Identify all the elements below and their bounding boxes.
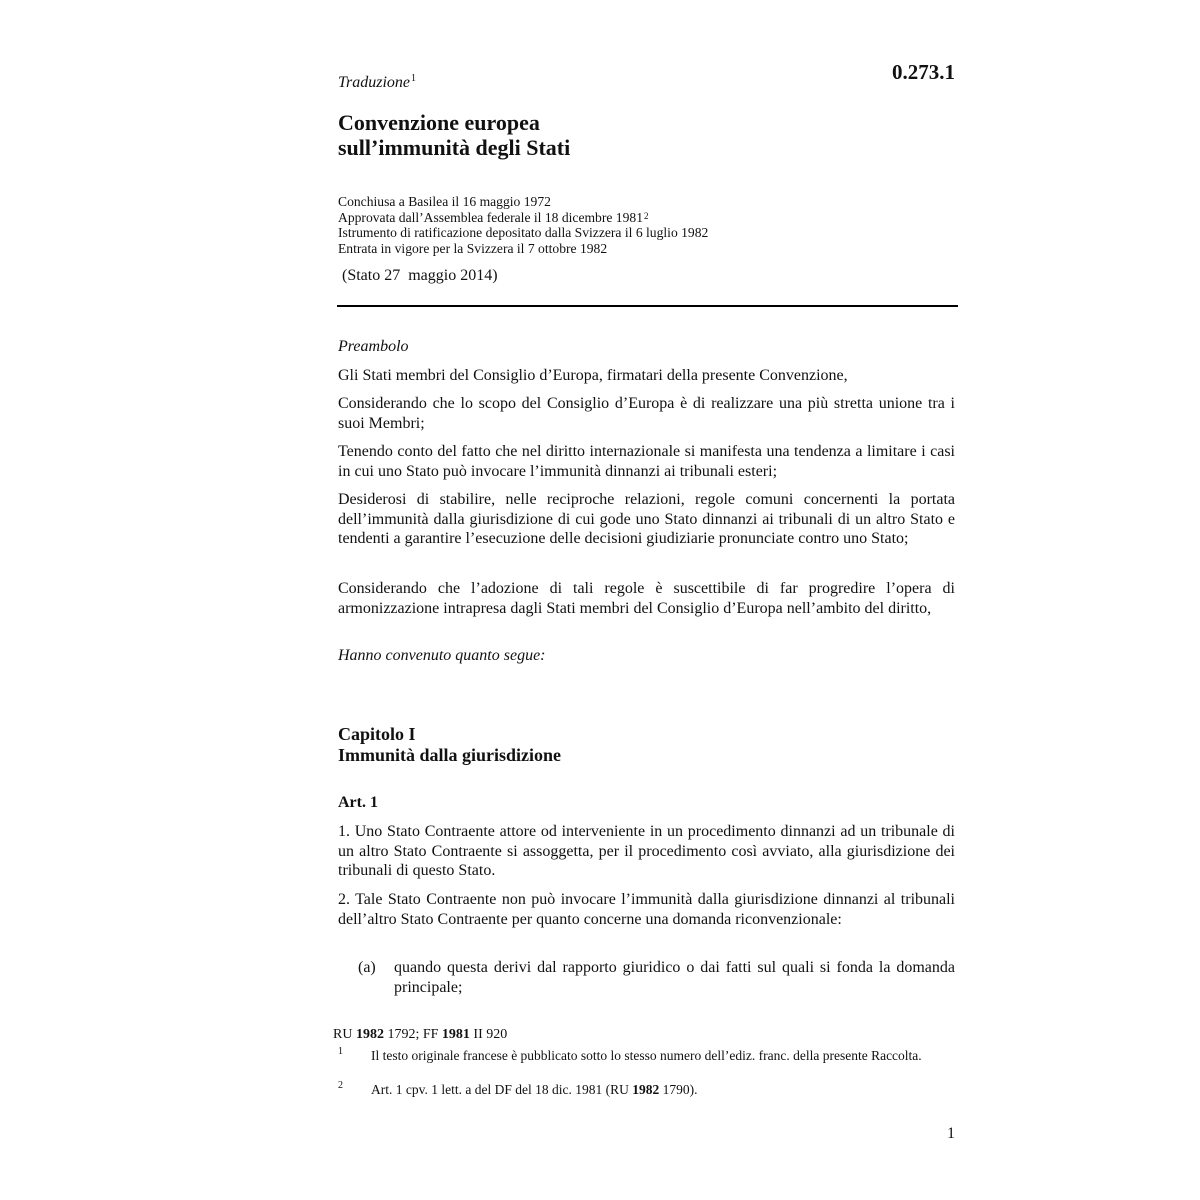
entry-into-force-date: Entrata in vigore per la Svizzera il 7 ottobre 1982 bbox=[338, 240, 608, 256]
footnote-marker-2[interactable]: 2 bbox=[644, 210, 649, 221]
chapter-number: Capitolo I bbox=[338, 724, 416, 744]
preamble-heading: Preambolo bbox=[338, 338, 409, 355]
header-divider bbox=[337, 305, 958, 307]
publication-reference bbox=[333, 1027, 507, 1043]
translation-label-text: Traduzione bbox=[338, 74, 411, 91]
list-item-label: (a) bbox=[358, 959, 376, 976]
ru-label: RU bbox=[333, 1027, 356, 1042]
footnote-1-text: Il testo originale francese è pubblicato sotto lo stesso numero dell’ediz. franc. della presente Raccolta. bbox=[371, 1048, 922, 1063]
chapter-heading bbox=[338, 724, 561, 766]
ff-year: 1981 bbox=[441, 1027, 470, 1042]
ratification-date: Istrumento di ratificazione depositato dalla Svizzera il 6 luglio 1982 bbox=[338, 225, 709, 240]
translation-label bbox=[338, 74, 416, 92]
chapter-title: Immunità dalla giurisdizione bbox=[338, 745, 562, 765]
article-paragraph-1: 1. Uno Stato Contraente attore od interveniente in un procedimento dinnanzi ad un tribunale di un altro Stato Contraente si assoggetta, per il procedimento così avviato, alla giurisdizione dei tribunali di questo Stato. bbox=[338, 823, 955, 879]
footnote-1-number: 1 bbox=[338, 1046, 343, 1057]
footnote-2-text bbox=[371, 1082, 931, 1098]
footnote-2 bbox=[338, 1082, 938, 1100]
approval-date bbox=[338, 210, 708, 226]
list-item-text: quando questa derivi dal rapporto giuridico o dai fatti sul quali si fonda la domanda principale; bbox=[394, 959, 955, 996]
preamble-paragraph-2: Considerando che lo scopo del Consiglio d’Europa è di realizzare una più stretta unione tra i suoi Membri; bbox=[338, 395, 955, 432]
footnote-2-text-before: Art. 1 cpv. 1 lett. a del DF del 18 dic. 1981 (RU bbox=[371, 1082, 633, 1097]
approval-date-text: Approvata dall’Assemblea federale il 18 dicembre 1981 bbox=[338, 209, 643, 225]
article-heading: Art. 1 bbox=[338, 794, 378, 811]
preamble-paragraph-4: Desiderosi di stabilire, nelle reciproche relazioni, regole comuni concernenti la portata dell’immunità dalla giurisdizione di cui gode uno Stato dinnanzi ai tribunali di un altro Stato e tendenti a garantire l’esecuzione delle decisioni giudiziarie pronunciate contro uno Stato; bbox=[338, 491, 955, 547]
sr-number: 0.273.1 bbox=[892, 60, 955, 84]
footnote-2-number: 2 bbox=[338, 1080, 343, 1091]
footnote-marker-1[interactable]: 1 bbox=[411, 73, 417, 84]
document-title bbox=[338, 110, 570, 160]
page-number: 1 bbox=[947, 1125, 955, 1142]
footnote-2-text-after: 1790). bbox=[659, 1082, 698, 1097]
footnote-1 bbox=[338, 1048, 938, 1082]
article-list-item bbox=[358, 958, 955, 997]
ru-year: 1982 bbox=[355, 1027, 384, 1042]
document-title-line-2: sull’immunità degli Stati bbox=[338, 135, 571, 160]
ru-page: 1792; FF bbox=[383, 1027, 442, 1042]
document-title-line-1: Convenzione europea bbox=[338, 110, 540, 135]
ff-page: II 920 bbox=[469, 1027, 508, 1042]
footnote-2-text-bold: 1982 bbox=[632, 1082, 660, 1097]
preamble-paragraph-3: Tenendo conto del fatto che nel diritto internazionale si manifesta una tendenza a limitare i casi in cui uno Stato può invocare l’immunità dinnanzi ai tribunali esteri; bbox=[338, 443, 955, 480]
concluded-date: Conchiusa a Basilea il 16 maggio 1972 bbox=[338, 194, 551, 209]
preamble-paragraph-1: Gli Stati membri del Consiglio d’Europa, firmatari della presente Convenzione, bbox=[338, 367, 848, 384]
preamble-closing: Hanno convenuto quanto segue: bbox=[338, 647, 546, 664]
document-metadata bbox=[338, 194, 708, 256]
article-paragraph-2: 2. Tale Stato Contraente non può invocare l’immunità dalla giurisdizione dinnanzi al tribunali dell’altro Stato Contraente per quanto concerne una domanda riconvenzionale: bbox=[338, 891, 955, 928]
status-date: (Stato 27 maggio 2014) bbox=[342, 267, 498, 284]
preamble-paragraph-5: Considerando che l’adozione di tali regole è suscettibile di far progredire l’opera di armonizzazione intrapresa dagli Stati membri del Consiglio d’Europa nell’ambito del diritto, bbox=[338, 580, 955, 617]
